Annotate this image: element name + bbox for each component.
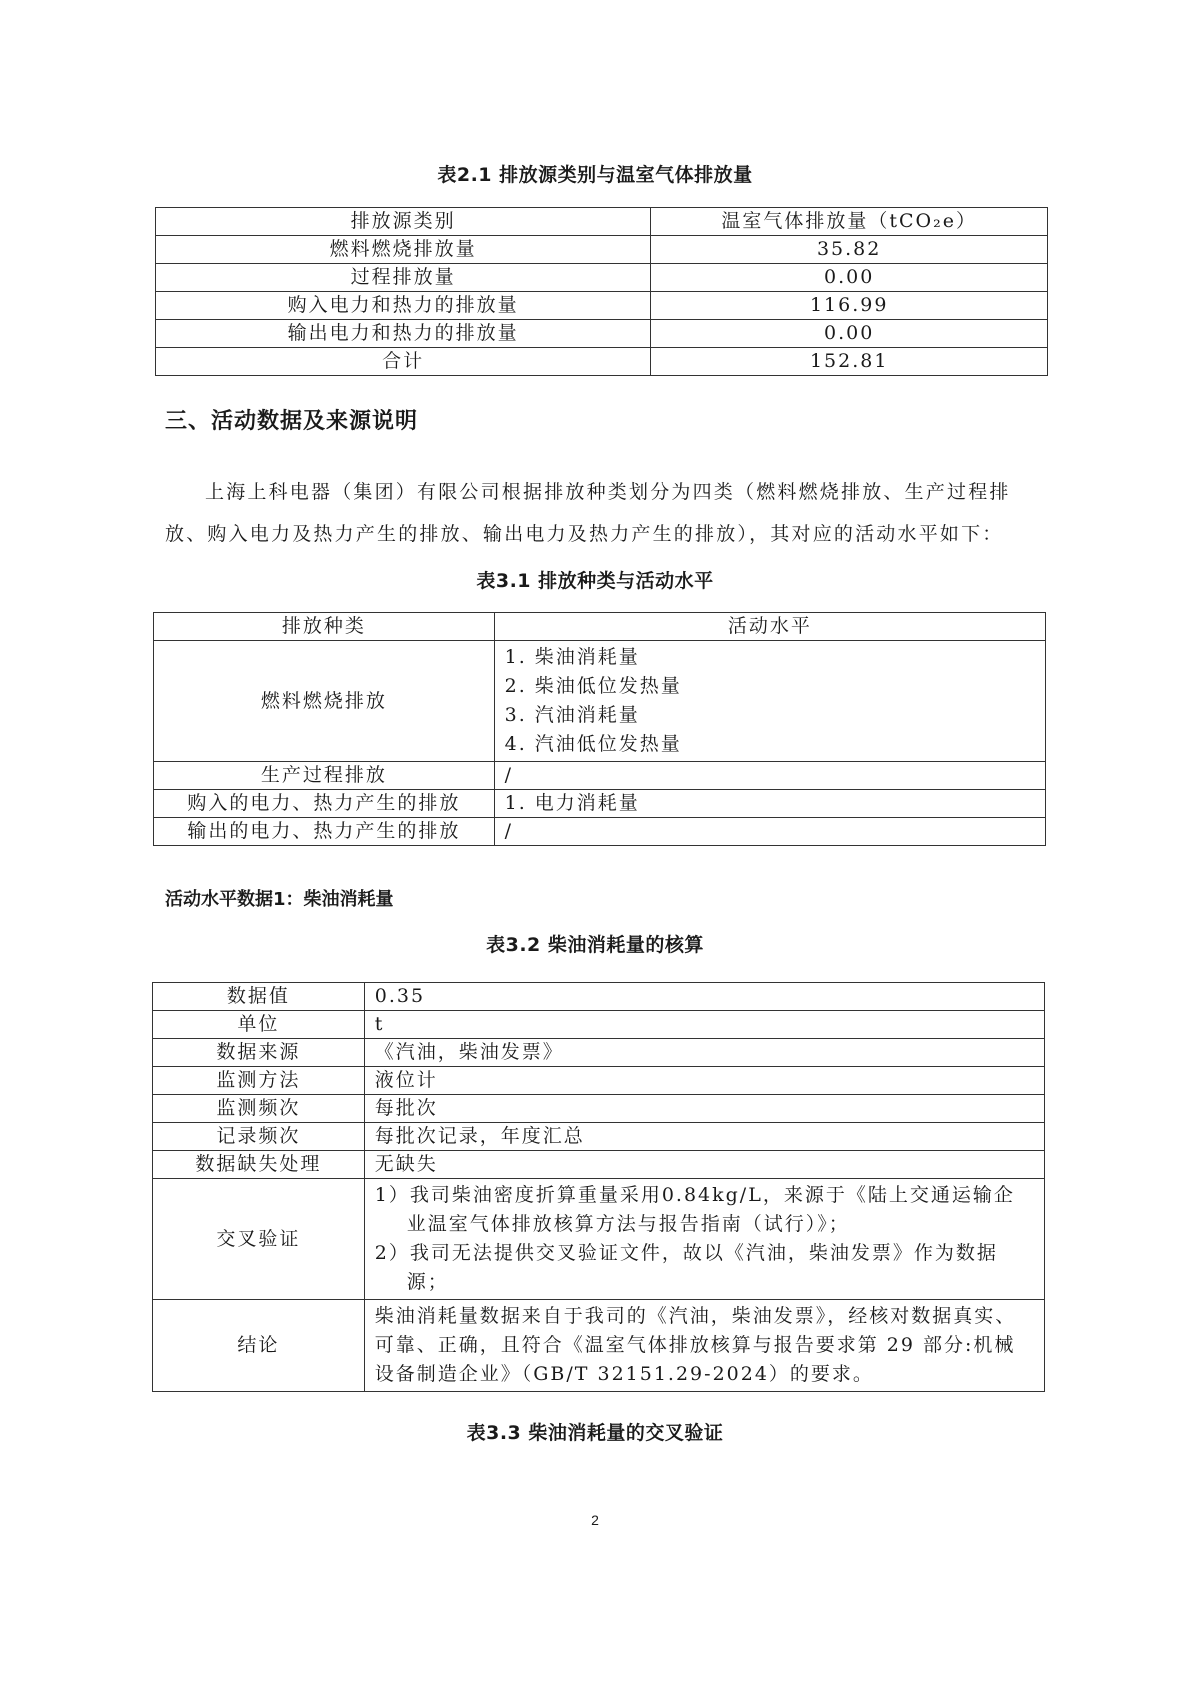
table-row	[154, 641, 1046, 762]
activity-level-item: 4. 汽油低位发热量	[504, 733, 682, 755]
table-row	[153, 983, 1045, 1011]
source-category-cell: 输出电力和热力的排放量	[156, 320, 651, 348]
conclusion-row	[153, 1300, 1045, 1392]
field-label-cell: 单位	[153, 1011, 365, 1039]
field-label-cell: 监测方法	[153, 1067, 365, 1095]
table-header-row	[156, 208, 1048, 236]
table-3-3-caption: 表3.3 柴油消耗量的交叉验证	[466, 1422, 724, 1444]
source-category-cell: 燃料燃烧排放量	[156, 236, 651, 264]
section-heading: 三、活动数据及来源说明	[165, 409, 419, 434]
emission-value-cell: 116.99	[651, 292, 1048, 320]
conclusion-cell: 柴油消耗量数据来自于我司的《汽油，柴油发票》，经核对数据真实、可靠、正确，且符合《温室气体排放核算与报告要求第 29 部分:机械设备制造企业》（GB/T 32151.29-2024）的要求。	[364, 1300, 1044, 1392]
emission-value-cell: 35.82	[651, 236, 1048, 264]
activity-level-item: 2. 柴油低位发热量	[504, 675, 682, 697]
table-row	[154, 790, 1046, 818]
table-3-2	[152, 982, 1045, 1392]
table-row	[153, 1067, 1045, 1095]
table-row	[153, 1039, 1045, 1067]
total-label-cell: 合计	[156, 348, 651, 376]
field-label-cell: 记录频次	[153, 1123, 365, 1151]
field-value-cell: t	[364, 1011, 1044, 1039]
page-number: 2	[591, 1512, 599, 1528]
cross-check-cell	[364, 1179, 1044, 1300]
activity-level-cell	[494, 641, 1045, 762]
field-value-cell: 无缺失	[364, 1151, 1044, 1179]
activity-level-cell: /	[494, 818, 1045, 846]
field-value-cell: 《汽油，柴油发票》	[364, 1039, 1044, 1067]
cross-check-item: 1）我司柴油密度折算重量采用0.84kg/L，来源于《陆上交通运输企业温室气体排放核算方法与报告指南（试行）》；	[374, 1184, 1015, 1235]
conclusion-label-cell: 结论	[153, 1300, 365, 1392]
header-cell: 温室气体排放量（tCO₂e）	[651, 208, 1048, 236]
header-cell: 活动水平	[494, 613, 1045, 641]
table-row	[153, 1095, 1045, 1123]
table-header-row	[154, 613, 1046, 641]
table-3-1-caption: 表3.1 排放种类与活动水平	[476, 570, 714, 592]
table-total-row	[156, 348, 1048, 376]
emission-value-cell: 0.00	[651, 264, 1048, 292]
activity-subheading: 活动水平数据1：柴油消耗量	[165, 889, 394, 910]
cross-check-row	[153, 1179, 1045, 1300]
table-3-1	[153, 612, 1046, 846]
table-row	[156, 292, 1048, 320]
activity-level-item: 3. 汽油消耗量	[504, 704, 640, 726]
table-row	[156, 236, 1048, 264]
table-2-1-caption: 表2.1 排放源类别与温室气体排放量	[437, 164, 753, 186]
table-row	[153, 1151, 1045, 1179]
table-2-1	[155, 207, 1048, 376]
field-label-cell: 数据缺失处理	[153, 1151, 365, 1179]
table-row	[156, 320, 1048, 348]
emission-type-cell: 燃料燃烧排放	[154, 641, 495, 762]
field-value-cell: 液位计	[364, 1067, 1044, 1095]
field-label-cell: 监测频次	[153, 1095, 365, 1123]
field-value-cell: 每批次	[364, 1095, 1044, 1123]
total-value-cell: 152.81	[651, 348, 1048, 376]
activity-level-item: 1. 柴油消耗量	[504, 646, 640, 668]
field-label-cell: 数据值	[153, 983, 365, 1011]
section-paragraph: 上海上科电器（集团）有限公司根据排放种类划分为四类（燃料燃烧排放、生产过程排放、购入电力及热力产生的排放、输出电力及热力产生的排放），其对应的活动水平如下：	[165, 481, 1011, 545]
field-label-cell: 数据来源	[153, 1039, 365, 1067]
activity-level-cell: /	[494, 762, 1045, 790]
source-category-cell: 过程排放量	[156, 264, 651, 292]
table-row	[154, 762, 1046, 790]
cross-check-item: 2）我司无法提供交叉验证文件，故以《汽油，柴油发票》作为数据源；	[374, 1242, 998, 1293]
table-row	[153, 1011, 1045, 1039]
table-row	[154, 818, 1046, 846]
field-value-cell: 每批次记录，年度汇总	[364, 1123, 1044, 1151]
table-row	[153, 1123, 1045, 1151]
table-row	[156, 264, 1048, 292]
table-3-2-caption: 表3.2 柴油消耗量的核算	[486, 934, 704, 956]
emission-type-cell: 输出的电力、热力产生的排放	[154, 818, 495, 846]
activity-level-cell: 1. 电力消耗量	[494, 790, 1045, 818]
emission-value-cell: 0.00	[651, 320, 1048, 348]
source-category-cell: 购入电力和热力的排放量	[156, 292, 651, 320]
cross-check-label-cell: 交叉验证	[153, 1179, 365, 1300]
header-cell: 排放种类	[154, 613, 495, 641]
emission-type-cell: 生产过程排放	[154, 762, 495, 790]
header-cell: 排放源类别	[156, 208, 651, 236]
field-value-cell: 0.35	[364, 983, 1044, 1011]
emission-type-cell: 购入的电力、热力产生的排放	[154, 790, 495, 818]
